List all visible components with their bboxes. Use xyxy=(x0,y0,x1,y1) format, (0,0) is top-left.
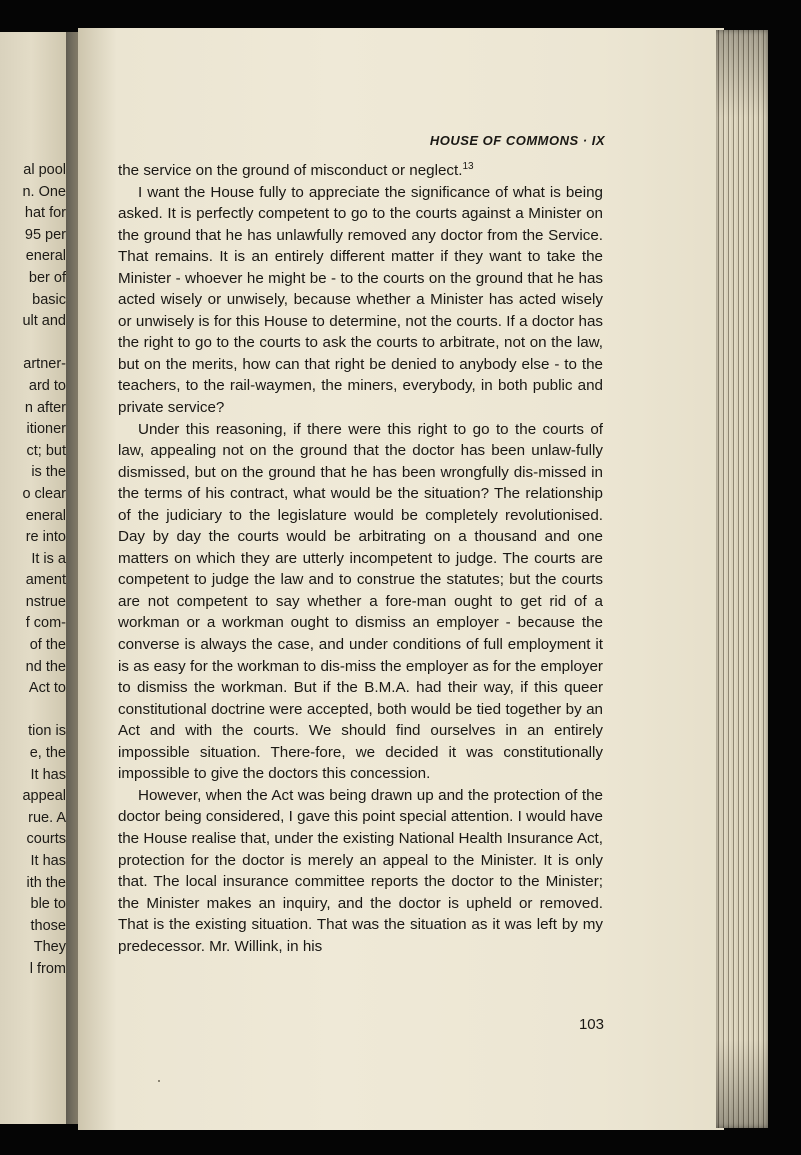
facing-page-line: n. One xyxy=(22,183,66,200)
facing-page-line: f com- xyxy=(25,615,66,632)
facing-page-text xyxy=(0,160,66,981)
body-text xyxy=(118,160,603,957)
running-head: HOUSE OF COMMONS · IX xyxy=(429,133,605,148)
facing-page-line: 95 per xyxy=(24,226,66,243)
facing-page-line: rue. A xyxy=(28,809,66,826)
facing-page-line: nstrue xyxy=(25,593,66,610)
facing-page-line: tion is xyxy=(28,723,66,740)
paragraph-1-text: the service on the ground of misconduct or neglect. xyxy=(118,162,463,179)
facing-page-line: ble to xyxy=(30,896,66,913)
footnote-marker: 13 xyxy=(462,161,474,172)
facing-page-line: ard to xyxy=(28,377,66,394)
page-edges-shade xyxy=(716,30,768,1128)
facing-page-line: artner- xyxy=(23,356,66,373)
facing-page-line: They xyxy=(33,939,66,956)
facing-page-line: eneral xyxy=(25,248,66,265)
paragraph-1 xyxy=(118,160,603,182)
facing-page-line: ult and xyxy=(22,313,66,330)
facing-page-line: ith the xyxy=(26,874,66,891)
paragraph-2: I want the House fully to appreciate the significance of what is being asked. It is perfectly competent to go to the courts against a Minister on the ground that he has unlawfully removed any doctor from the Service. That remains. It is an entirely different matter if they want to take the Minister - whoever he might be - to the courts on the ground that he has acted wisely or unwisely, because whether a Minister has acted wisely or unwisely is for this House to determine, not the courts. If a doctor has the right to go to the courts to ask the courts to arbitrate, not on the law, but on the merits, how can that right be denied to anybody else - to the teachers, to the rail-waymen, the miners, everybody, in both public and private service? xyxy=(118,183,603,417)
facing-page-line xyxy=(0,333,66,355)
facing-page-line: appeal xyxy=(22,788,66,805)
facing-page-line: is the xyxy=(31,464,66,481)
facing-page-line: nd the xyxy=(25,658,66,675)
facing-page-line: ct; but xyxy=(26,442,66,459)
paper-speck xyxy=(158,1080,160,1082)
facing-page-line: It is a xyxy=(31,550,66,567)
facing-page-line: al pool xyxy=(23,162,66,178)
facing-page-line: itioner xyxy=(26,421,66,438)
facing-page-line: l from xyxy=(29,960,66,977)
paragraph-4: However, when the Act was being drawn up and the protection of the doctor being considered, I gave this point special attention. I would have the House realise that, under the existing National Health Insurance Act, protection for the doctor is merely an appeal to the Minister. It is only that. The local insurance committee reports the doctor to the Minister; the Minister makes an inquiry, and the doctor is upheld or removed. That is the existing situation. That was the situation as it was left by my predecessor. Mr. Willink, in his xyxy=(118,786,603,955)
page-number: 103 xyxy=(578,1016,604,1033)
facing-page-line: ament xyxy=(25,572,66,589)
facing-page-line: It has xyxy=(30,853,66,869)
facing-page-line: It has xyxy=(30,766,66,783)
facing-page-line: e, the xyxy=(29,745,66,762)
facing-page-line: those xyxy=(30,917,66,934)
facing-page-line: hat for xyxy=(24,205,66,222)
facing-page-line: of the xyxy=(29,637,66,654)
facing-page-line: ber of xyxy=(28,269,66,286)
paragraph-3: Under this reasoning, if there were this right to go to the courts of law, appealing not on the ground that the doctor has been unlaw-fully dismissed, but on the ground that he has been wrongfully dis-missed in the terms of his contract, what would be the situation? The relationship of the judiciary to the legislature would be completely revolutionised. Day by day the courts would be arbitrating on a thousand and one matters on which they are utterly incompetent to judge. The courts are competent to judge the law and to construe the statutes; but the courts are not competent to say whether a fore-man ought to get rid of a workman or a workman ought to dismiss an employer - because the converse is always the case, and under conditions of full employment it is as easy for the workman to dis-miss the employer as for the employer to dismiss the workman. But if the B.M.A. had their way, if this queer constitutional doctrine were accepted, both would be tied together by an Act and with the courts. We should find ourselves in an entirely impossible situation. There-fore, we decided it was constitutionally impossible to give the doctors this concession. xyxy=(118,420,603,783)
facing-page-line: o clear xyxy=(22,485,66,502)
facing-page-line: Act to xyxy=(28,680,66,697)
facing-page-line: re into xyxy=(25,529,66,546)
facing-page-line: basic xyxy=(32,291,66,308)
facing-page-line xyxy=(0,700,66,722)
facing-page-line: n after xyxy=(24,399,66,416)
facing-page-line: eneral xyxy=(25,507,66,524)
facing-page-line: courts xyxy=(26,831,66,848)
